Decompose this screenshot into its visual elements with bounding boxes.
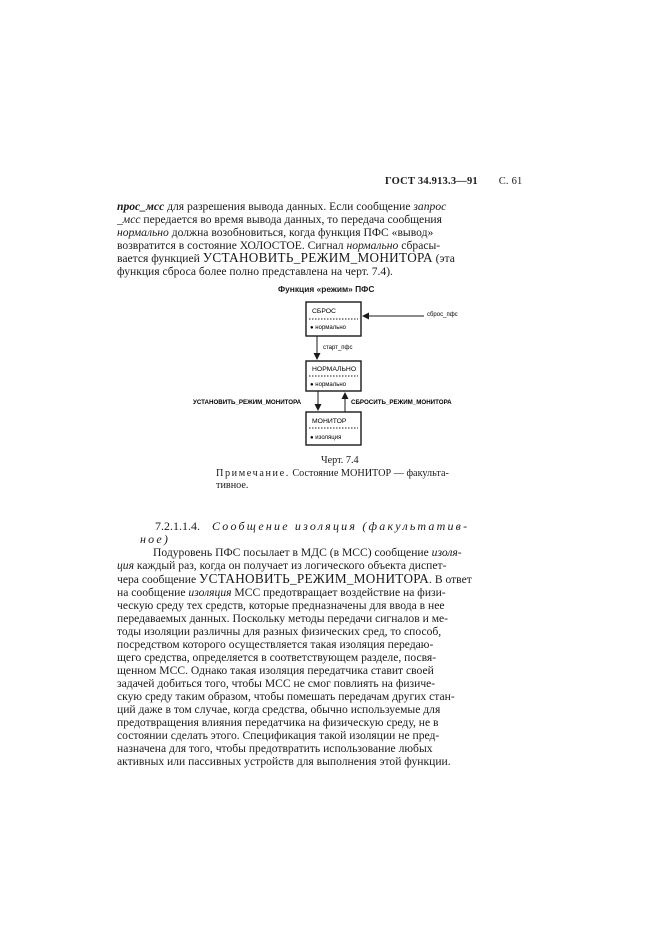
text-line: _мсс передается во время вывода данных, то передача сообщения	[117, 213, 442, 226]
text-line: передаваемых данных. Поскольку методы передачи сигналов и ме-	[117, 612, 449, 625]
text-line: состоянии сделать этого. Спецификация такой изоляции не пред-	[117, 729, 440, 742]
transition-set-monitor	[193, 391, 318, 410]
text-line: активных или пассивных устройств для выполнения этой функции.	[117, 755, 451, 768]
svg-text:сброс_пфс: сброс_пфс	[427, 312, 458, 318]
text-line: ческую среду тех средств, которые предназначены для ввода в нее	[117, 599, 445, 612]
state-output: ● нормально	[310, 325, 347, 331]
figure-note	[216, 468, 449, 479]
text-line: щего средства, определяется в соответствующем разделе, посвя-	[117, 651, 437, 664]
section-number: 7.2.1.1.4.	[155, 519, 200, 533]
standard-number: ГОСТ 34.913.3—91	[385, 176, 478, 187]
svg-text:СБРОСИТЬ_РЕЖИМ_МОНИТОРА: СБРОСИТЬ_РЕЖИМ_МОНИТОРА	[351, 399, 452, 406]
text-line: нормально должна возобновиться, когда функция ПФС «вывод»	[117, 226, 434, 239]
section-title: Сообщение изоляция (факультатив-	[212, 519, 470, 533]
text-line: ция каждый раз, когда он получает из логического объекта диспет-	[117, 559, 447, 572]
section-heading-continued: ное)	[140, 532, 171, 546]
text-line: задачей добиться того, чтобы МСС не смог повлиять на физиче-	[117, 677, 436, 690]
page-number: С. 61	[498, 176, 523, 187]
state-name: МОНИТОР	[312, 418, 347, 425]
text-line: тоды изоляции различны для разных физических сред, то способ,	[117, 625, 442, 638]
state-name: СБРОС	[312, 308, 336, 315]
transition-reset-in	[363, 312, 458, 318]
figure-caption: Черт. 7.4	[321, 455, 359, 466]
text-line: скую среду таким образом, чтобы помешать передачам других стан-	[117, 690, 455, 703]
state-reset	[306, 302, 361, 336]
text-line: посредством которого осуществляется такая изоляция передаю-	[117, 638, 434, 651]
state-name: НОРМАЛЬНО	[312, 366, 357, 373]
text-line: чера сообщение УСТАНОВИТЬ_РЕЖИМ_МОНИТОРА. В ответ	[117, 572, 472, 586]
text-line: ций даже в том случае, когда средства, обычно используемые для	[117, 703, 441, 716]
text-line: на сообщение изоляция МСС предотвращает воздействие на физи-	[117, 586, 446, 599]
text-line: вается функцией УСТАНОВИТЬ_РЕЖИМ_МОНИТОРА (эта	[117, 251, 455, 265]
text-line: Подуровень ПФС посылает в МДС (в МСС) сообщение изоля-	[153, 546, 462, 559]
text-line: возвратится в состояние ХОЛОСТОЕ. Сигнал нормально сбрасы-	[117, 239, 441, 252]
note-text: Состояние МОНИТОР — факульта-	[289, 468, 449, 479]
text-line: функция сброса более полно представлена на черт. 7.4).	[117, 265, 393, 278]
transition-start	[317, 336, 353, 359]
text-line: предотвращения влияния передатчика на физическую среду, не в	[117, 716, 439, 729]
text-line: щенном МСС. Однако такая изоляция передатчика ставит своей	[117, 664, 434, 677]
state-output: ● изоляция	[310, 435, 342, 441]
note-label: Примечание.	[216, 468, 290, 479]
text-line: прос_мсс для разрешения вывода данных. Если сообщение запрос	[117, 200, 447, 213]
state-output: ● нормально	[310, 382, 347, 388]
state-monitor	[306, 412, 361, 445]
svg-text:старт_пфс: старт_пфс	[323, 345, 353, 351]
transition-reset-monitor	[345, 393, 452, 412]
svg-text:УСТАНОВИТЬ_РЕЖИМ_МОНИТОРА: УСТАНОВИТЬ_РЕЖИМ_МОНИТОРА	[193, 399, 302, 406]
section-heading	[155, 519, 469, 534]
state-normal	[306, 361, 361, 391]
figure-note-continued: тивное.	[216, 480, 249, 491]
text-line: назначена для того, чтобы предотвратить использование любых	[117, 742, 433, 755]
diagram-title: Функция «режим» ПФС	[278, 284, 375, 294]
